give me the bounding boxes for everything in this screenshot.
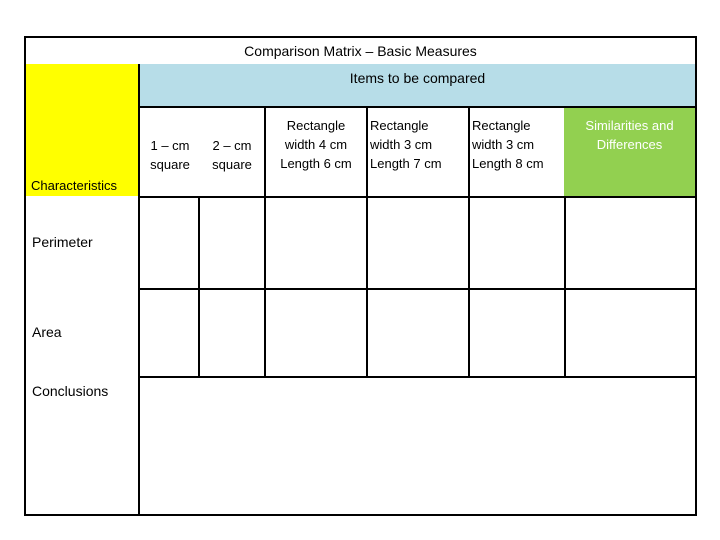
area-cell-1cm[interactable] <box>138 288 200 378</box>
row-label-perimeter <box>24 196 140 290</box>
column-header-line: Rectangle <box>472 118 531 133</box>
matrix-title <box>24 36 697 66</box>
column-header-line: Similarities and <box>585 118 674 133</box>
items-header-text: Items to be compared <box>349 70 486 86</box>
items-header <box>138 64 697 108</box>
column-header-line: width 3 cm <box>472 137 535 152</box>
column-header-line: width 3 cm <box>370 137 433 152</box>
area-cell-rect-3x8[interactable] <box>468 288 566 378</box>
row-label-conclusions <box>24 376 140 516</box>
perimeter-cell-similarities[interactable] <box>564 196 697 290</box>
column-header-line: square <box>150 157 190 172</box>
column-header-line: 1 – cm <box>150 138 190 153</box>
area-cell-2cm[interactable] <box>198 288 266 378</box>
column-header-line: Length 7 cm <box>370 156 442 171</box>
characteristics-label: Characteristics <box>31 177 117 193</box>
column-header-line: Length 6 cm <box>280 156 352 171</box>
perimeter-cell-rect-3x8[interactable] <box>468 196 566 290</box>
column-header-line: 2 – cm <box>212 138 252 153</box>
conclusions-cell[interactable] <box>138 376 697 516</box>
row-label-area <box>24 288 140 378</box>
conclusions-label: Conclusions <box>32 383 109 399</box>
column-header-line: Length 8 cm <box>472 156 544 171</box>
area-cell-rect-4x6[interactable] <box>264 288 368 378</box>
column-header-rectangle-3x7 <box>366 106 470 198</box>
column-header-line: Rectangle <box>286 118 346 133</box>
perimeter-label: Perimeter <box>32 234 93 250</box>
column-header-1cm-square <box>138 106 200 198</box>
column-header-rectangle-3x8 <box>468 106 566 198</box>
perimeter-cell-2cm[interactable] <box>198 196 266 290</box>
area-cell-rect-3x7[interactable] <box>366 288 470 378</box>
matrix-title-text: Comparison Matrix – Basic Measures <box>244 43 477 59</box>
column-header-line: Rectangle <box>370 118 429 133</box>
area-label: Area <box>32 324 62 340</box>
perimeter-cell-1cm[interactable] <box>138 196 200 290</box>
column-header-line: width 4 cm <box>284 137 348 152</box>
perimeter-cell-rect-4x6[interactable] <box>264 196 368 290</box>
column-header-line: Differences <box>596 137 663 152</box>
column-header-rectangle-4x6 <box>264 106 368 198</box>
column-header-2cm-square <box>198 106 266 198</box>
perimeter-cell-rect-3x7[interactable] <box>366 196 470 290</box>
row-label-characteristics <box>24 172 140 198</box>
area-cell-similarities[interactable] <box>564 288 697 378</box>
column-header-line: square <box>212 157 252 172</box>
column-header-similarities <box>564 106 697 198</box>
